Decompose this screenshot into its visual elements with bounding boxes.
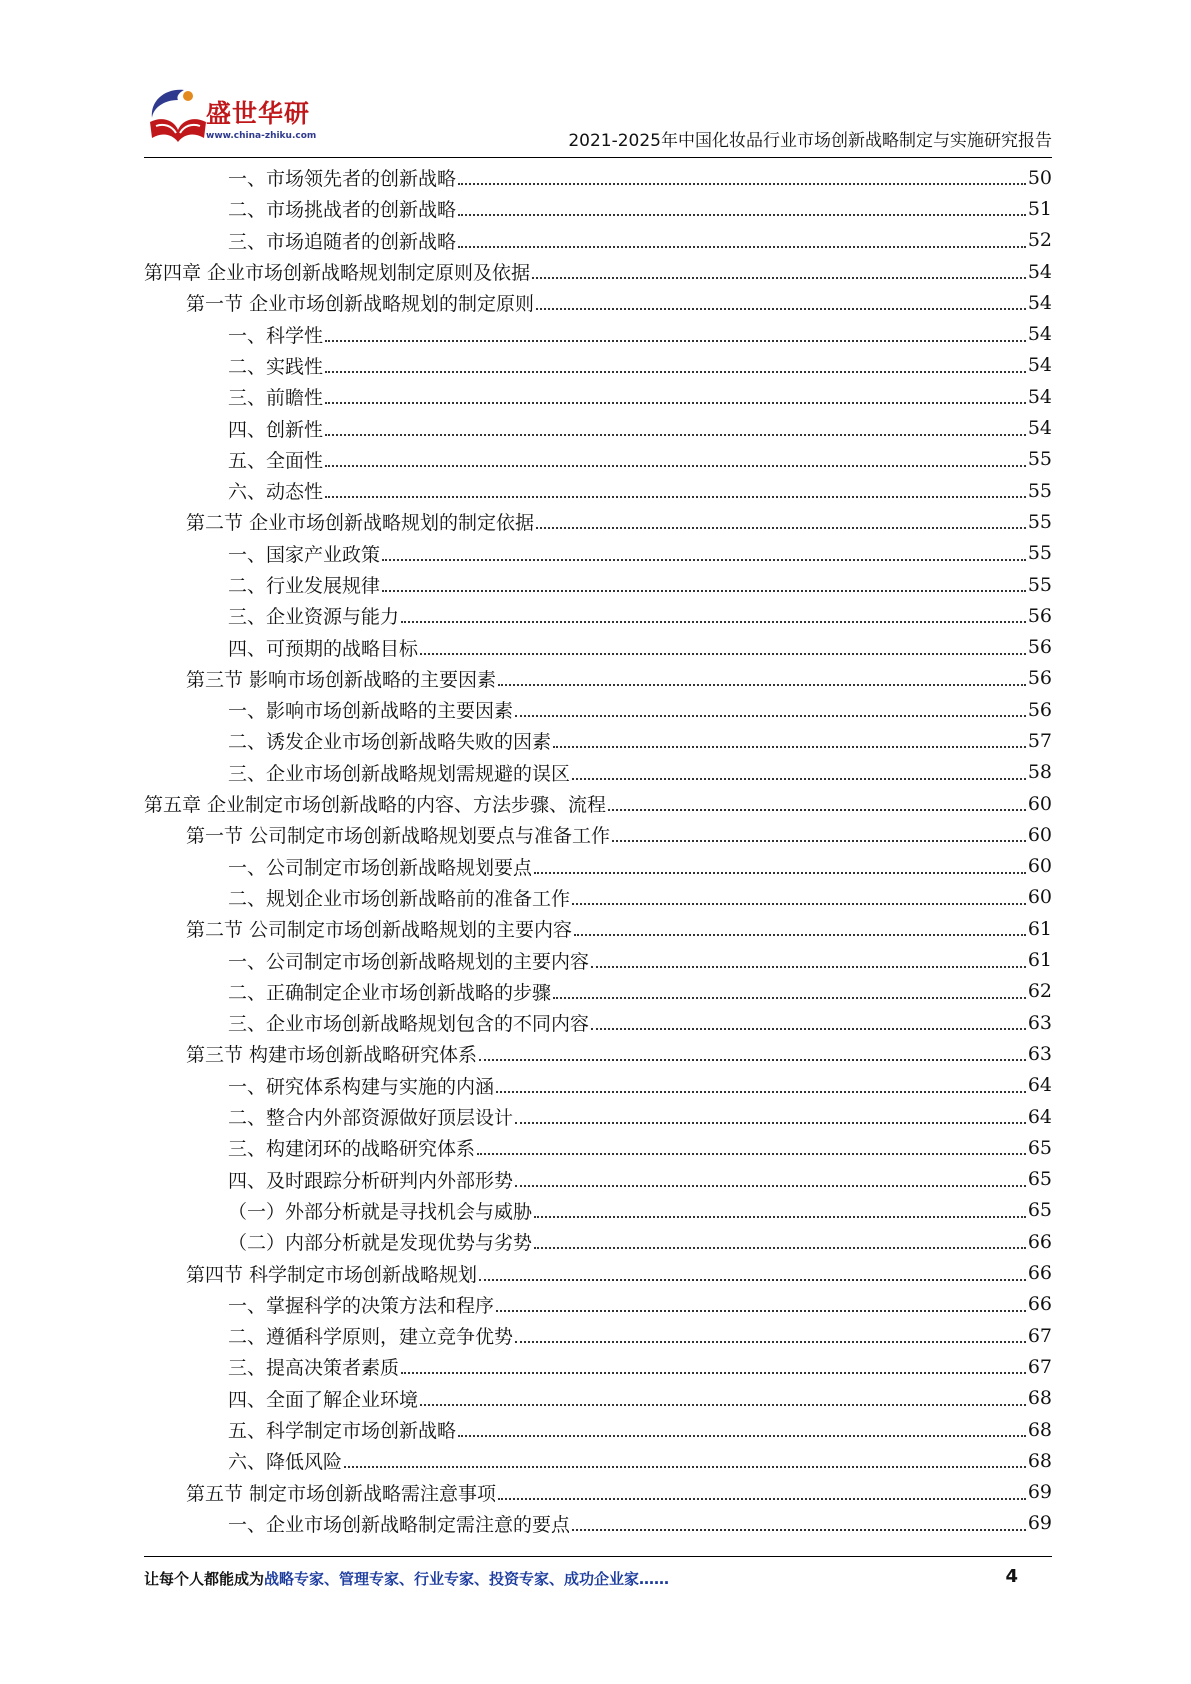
toc-leader-dots (344, 1465, 1026, 1468)
toc-entry-title: 三、市场追随者的创新战略 (228, 230, 457, 253)
toc-entry[interactable] (144, 1289, 1052, 1320)
toc-entry[interactable] (144, 1007, 1052, 1038)
toc-leader-dots (325, 433, 1026, 436)
toc-leader-dots (515, 1121, 1026, 1124)
toc-entry-title: 第五节 制定市场创新战略需注意事项 (186, 1482, 497, 1505)
toc-entry-title: 第四章 企业市场创新战略规划制定原则及依据 (144, 262, 531, 285)
toc-leader-dots (382, 558, 1026, 561)
toc-entry-page: 62 (1027, 980, 1052, 1003)
toc-entry[interactable] (144, 1164, 1052, 1195)
toc-entry[interactable] (144, 287, 1052, 318)
toc-entry[interactable] (144, 1226, 1052, 1257)
toc-leader-dots (420, 652, 1026, 655)
toc-entry-title: 三、企业资源与能力 (228, 606, 400, 629)
toc-entry[interactable] (144, 944, 1052, 975)
toc-entry[interactable] (144, 1383, 1052, 1414)
toc-entry[interactable] (144, 788, 1052, 819)
toc-leader-dots (496, 1090, 1026, 1093)
toc-entry-title: 一、企业市场创新战略制定需注意的要点 (228, 1513, 571, 1536)
toc-leader-dots (572, 777, 1026, 780)
toc-entry-title: 四、可预期的战略目标 (228, 637, 419, 660)
toc-entry-title: 一、市场领先者的创新战略 (228, 168, 457, 191)
toc-entry-title: 二、行业发展规律 (228, 575, 381, 597)
slogan-prefix: 让每个人都能成为 (144, 1570, 265, 1588)
toc-leader-dots (534, 1246, 1026, 1249)
toc-entry[interactable] (144, 444, 1052, 475)
toc-entry-page: 55 (1027, 479, 1052, 502)
toc-entry-page: 56 (1027, 604, 1052, 627)
toc-entry-title: 二、诱发企业市场创新战略失败的因素 (228, 731, 552, 754)
toc-leader-dots (532, 276, 1026, 279)
toc-entry[interactable] (144, 1445, 1052, 1476)
toc-entry-page: 60 (1027, 823, 1052, 846)
toc-entry-title: 第二节 公司制定市场创新战略规划的主要内容 (186, 919, 573, 942)
toc-entry-page: 65 (1027, 1199, 1052, 1222)
toc-entry-page: 61 (1027, 917, 1052, 940)
toc-entry-page: 54 (1027, 354, 1052, 377)
toc-leader-dots (553, 996, 1026, 999)
toc-entry[interactable] (144, 225, 1052, 256)
toc-entry-title: 二、规划企业市场创新战略前的准备工作 (228, 887, 571, 910)
toc-entry-title: 三、前瞻性 (228, 387, 324, 410)
toc-entry[interactable] (144, 381, 1052, 412)
toc-entry[interactable] (144, 663, 1052, 694)
toc-entry-page: 52 (1027, 229, 1052, 252)
toc-entry-page: 55 (1027, 573, 1052, 596)
toc-entry-page: 63 (1027, 1042, 1052, 1065)
toc-entry-page: 64 (1027, 1074, 1052, 1097)
toc-entry[interactable] (144, 819, 1052, 850)
toc-leader-dots (420, 1403, 1026, 1406)
toc-entry-title: 一、影响市场创新战略的主要因素 (228, 700, 514, 723)
toc-entry[interactable] (144, 1320, 1052, 1351)
toc-leader-dots (515, 1184, 1026, 1187)
toc-leader-dots (325, 464, 1026, 467)
toc-leader-dots (536, 526, 1026, 529)
toc-leader-dots (325, 401, 1026, 404)
report-title: 2021-2025年中国化妆品行业市场创新战略制定与实施研究报告 (568, 131, 1052, 151)
toc-entry-title: 二、整合内外部资源做好顶层设计 (228, 1107, 514, 1130)
toc-entry-page: 54 (1027, 291, 1052, 314)
logo-name: 盛世华研 (206, 99, 311, 128)
toc-entry-page: 55 (1027, 542, 1052, 565)
toc-entry[interactable] (144, 913, 1052, 944)
toc-entry-title: 一、科学性 (228, 324, 324, 347)
toc-entry-title: 三、提高决策者素质 (228, 1357, 400, 1380)
toc-entry-page: 60 (1027, 855, 1052, 878)
toc-entry-page: 61 (1027, 949, 1052, 972)
header-divider (144, 157, 1052, 158)
toc-entry-page: 56 (1027, 698, 1052, 721)
toc-leader-dots (498, 1497, 1026, 1500)
toc-entry-page: 69 (1027, 1481, 1052, 1504)
toc-entry-page: 67 (1027, 1355, 1052, 1378)
toc-entry-title: 二、遵循科学原则，建立竞争优势 (228, 1326, 514, 1349)
toc-entry[interactable] (144, 350, 1052, 381)
toc-entry[interactable] (144, 1195, 1052, 1226)
toc-entry-title: 四、全面了解企业环境 (228, 1388, 419, 1411)
toc-entry[interactable] (144, 1351, 1052, 1382)
toc-entry-title: 第三节 影响市场创新战略的主要因素 (186, 668, 497, 691)
toc-entry-title: 一、公司制定市场创新战略规划要点 (228, 856, 533, 879)
toc-entry-page: 56 (1027, 667, 1052, 690)
page-header (144, 82, 1052, 162)
toc-leader-dots (458, 182, 1026, 185)
toc-leader-dots (591, 965, 1026, 968)
toc-entry-page: 66 (1027, 1230, 1052, 1253)
toc-entry-page: 68 (1027, 1418, 1052, 1441)
toc-entry[interactable] (144, 475, 1052, 506)
toc-entry-title: （一）外部分析就是寻找机会与威胁 (228, 1200, 533, 1223)
toc-entry[interactable] (144, 412, 1052, 443)
toc-leader-dots (572, 902, 1026, 905)
toc-entry[interactable] (144, 162, 1052, 193)
toc-leader-dots (382, 589, 1026, 592)
toc-entry[interactable] (144, 506, 1052, 537)
toc-leader-dots (515, 714, 1026, 717)
toc-leader-dots (401, 620, 1026, 623)
toc-entry[interactable] (144, 1070, 1052, 1101)
toc-entry-title: 五、科学制定市场创新战略 (228, 1420, 457, 1443)
toc-entry-page: 68 (1027, 1387, 1052, 1410)
toc-entry-page: 68 (1027, 1449, 1052, 1472)
toc-leader-dots (553, 745, 1026, 748)
toc-entry[interactable] (144, 318, 1052, 349)
toc-leader-dots (458, 213, 1026, 216)
toc-entry-page: 55 (1027, 448, 1052, 471)
toc-leader-dots (479, 1058, 1026, 1061)
toc-entry-page: 60 (1027, 792, 1052, 815)
toc-entry[interactable] (144, 1132, 1052, 1163)
toc-entry-title: 一、研究体系构建与实施的内涵 (228, 1075, 495, 1098)
toc-entry-title: 六、降低风险 (228, 1451, 343, 1474)
toc-entry-page: 55 (1027, 510, 1052, 533)
toc-entry-title: 一、国家产业政策 (228, 543, 381, 566)
toc-entry-title: 五、全面性 (228, 449, 324, 472)
toc-leader-dots (608, 808, 1026, 811)
toc-entry-page: 50 (1027, 166, 1052, 189)
toc-entry[interactable] (144, 1508, 1052, 1539)
toc-entry-page: 64 (1027, 1105, 1052, 1128)
toc-entry[interactable] (144, 976, 1052, 1007)
toc-entry-page: 57 (1027, 729, 1052, 752)
toc-entry-page: 69 (1027, 1512, 1052, 1535)
toc-entry-title: 三、企业市场创新战略规划包含的不同内容 (228, 1013, 590, 1036)
toc-entry[interactable] (144, 569, 1052, 600)
toc-leader-dots (591, 1027, 1026, 1030)
toc-entry-title: 二、正确制定企业市场创新战略的步骤 (228, 981, 552, 1004)
toc-leader-dots (496, 1309, 1026, 1312)
slogan-highlight: 战略专家、管理专家、行业专家、投资专家、成功企业家…… (264, 1570, 670, 1588)
page-number: 4 (1005, 1566, 1018, 1587)
toc-entry-title: 第四节 科学制定市场创新战略规划 (186, 1263, 478, 1286)
toc-entry[interactable] (144, 851, 1052, 882)
company-logo (144, 82, 324, 152)
toc-leader-dots (536, 307, 1026, 310)
toc-leader-dots (325, 495, 1026, 498)
toc-entry[interactable] (144, 1038, 1052, 1069)
toc-leader-dots (479, 1278, 1026, 1281)
toc-entry-page: 56 (1027, 636, 1052, 659)
toc-leader-dots (477, 1152, 1026, 1155)
toc-entry-title: 一、公司制定市场创新战略规划的主要内容 (228, 950, 590, 973)
toc-entry-page: 67 (1027, 1324, 1052, 1347)
toc-entry[interactable] (144, 1476, 1052, 1507)
toc-entry-title: 第一节 企业市场创新战略规划的制定原则 (186, 293, 535, 316)
toc-entry-title: （二）内部分析就是发现优势与劣势 (228, 1232, 533, 1255)
toc-leader-dots (515, 1340, 1026, 1343)
toc-entry-page: 66 (1027, 1293, 1052, 1316)
toc-entry-title: 六、动态性 (228, 481, 324, 504)
toc-entry-page: 54 (1027, 260, 1052, 283)
toc-entry-page: 66 (1027, 1262, 1052, 1285)
toc-entry-page: 65 (1027, 1136, 1052, 1159)
toc-entry[interactable] (144, 694, 1052, 725)
table-of-contents (144, 162, 1052, 1539)
toc-leader-dots (401, 1371, 1026, 1374)
toc-entry[interactable] (144, 193, 1052, 224)
toc-leader-dots (325, 339, 1026, 342)
toc-entry-title: 第三节 构建市场创新战略研究体系 (186, 1044, 478, 1067)
toc-entry[interactable] (144, 757, 1052, 788)
toc-entry-page: 60 (1027, 886, 1052, 909)
toc-entry[interactable] (144, 1101, 1052, 1132)
toc-leader-dots (458, 1434, 1026, 1437)
toc-entry-title: 二、市场挑战者的创新战略 (228, 199, 457, 222)
logo-emblem-icon (144, 86, 208, 146)
toc-entry[interactable] (144, 1414, 1052, 1445)
toc-entry-title: 二、实践性 (228, 355, 324, 378)
toc-leader-dots (574, 933, 1026, 936)
toc-leader-dots (498, 683, 1026, 686)
toc-entry[interactable] (144, 725, 1052, 756)
toc-entry[interactable] (144, 538, 1052, 569)
toc-entry-page: 54 (1027, 323, 1052, 346)
toc-leader-dots (534, 1215, 1026, 1218)
toc-entry-title: 一、掌握科学的决策方法和程序 (228, 1294, 495, 1317)
toc-entry[interactable] (144, 1257, 1052, 1288)
toc-entry-page: 51 (1027, 197, 1052, 220)
toc-leader-dots (534, 871, 1026, 874)
toc-entry-page: 63 (1027, 1011, 1052, 1034)
toc-entry[interactable] (144, 882, 1052, 913)
toc-entry-title: 第五章 企业制定市场创新战略的内容、方法步骤、流程 (144, 794, 607, 817)
toc-entry-page: 58 (1027, 761, 1052, 784)
toc-entry-page: 65 (1027, 1168, 1052, 1191)
footer-slogan (144, 1568, 669, 1589)
toc-entry-title: 四、创新性 (228, 418, 324, 441)
toc-entry[interactable] (144, 600, 1052, 631)
toc-leader-dots (458, 245, 1026, 248)
toc-leader-dots (572, 1528, 1026, 1531)
toc-entry-title: 第二节 企业市场创新战略规划的制定依据 (186, 512, 535, 535)
toc-entry-title: 三、企业市场创新战略规划需规避的误区 (228, 762, 571, 785)
toc-entry-title: 四、及时跟踪分析研判内外部形势 (228, 1169, 514, 1192)
footer-divider (144, 1556, 1052, 1557)
logo-url: www.china-zhiku.com (206, 131, 317, 141)
toc-entry-title: 三、构建闭环的战略研究体系 (228, 1138, 476, 1161)
page-footer (144, 1568, 1052, 1592)
toc-entry-title: 第一节 公司制定市场创新战略规划要点与准备工作 (186, 825, 611, 848)
toc-leader-dots (325, 370, 1026, 373)
toc-entry-page: 54 (1027, 385, 1052, 408)
toc-entry[interactable] (144, 631, 1052, 662)
toc-entry-page: 54 (1027, 417, 1052, 440)
toc-leader-dots (612, 839, 1026, 842)
toc-entry[interactable] (144, 256, 1052, 287)
